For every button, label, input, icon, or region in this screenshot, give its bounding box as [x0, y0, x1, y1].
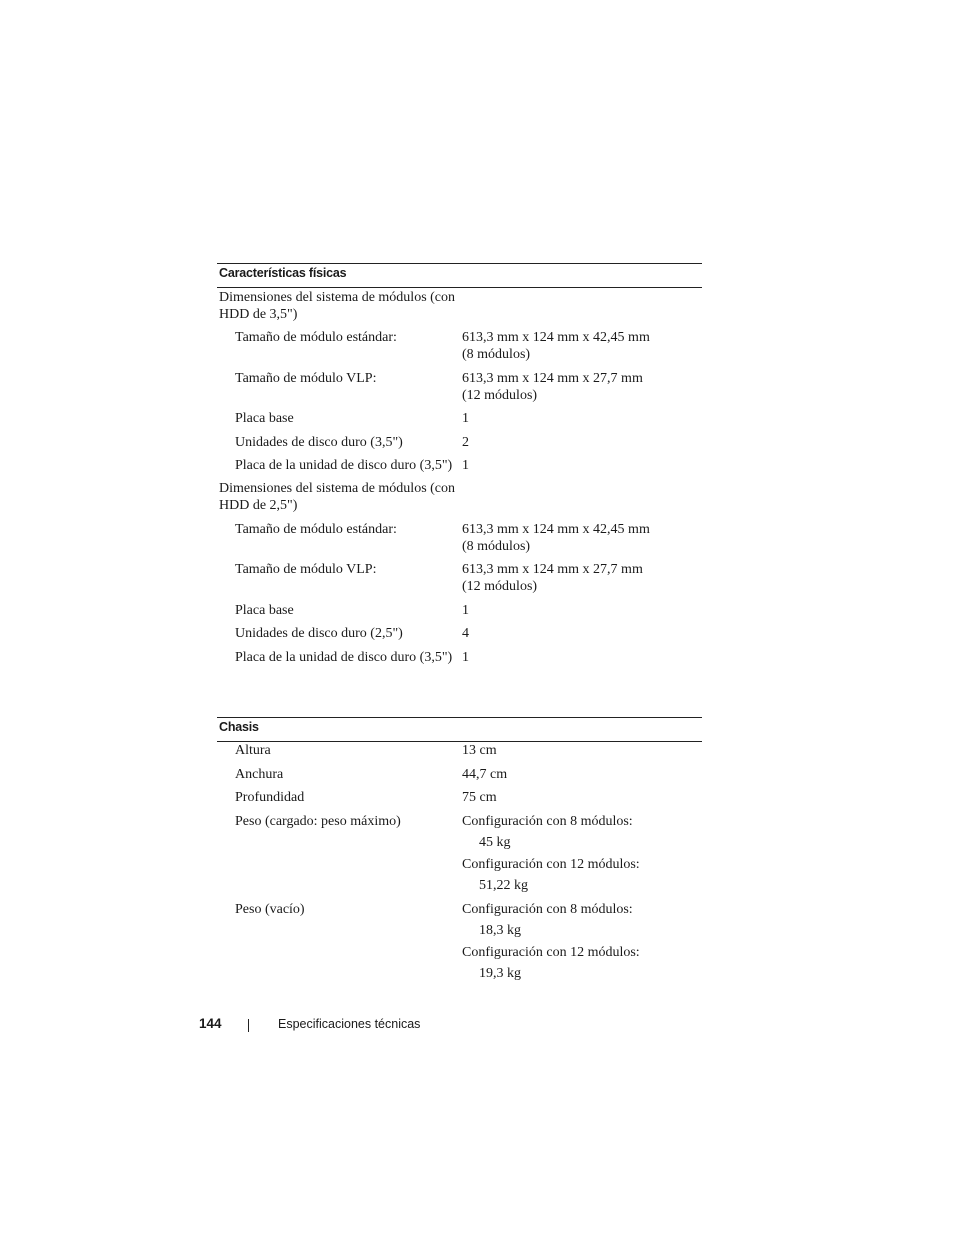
row-label: Peso (cargado: peso máximo) — [235, 814, 401, 829]
row-label: Dimensiones del sistema de módulos (con HDD de 2,5") — [219, 481, 456, 513]
value-line: (12 módulos) — [462, 579, 538, 594]
row-value: 4 — [462, 626, 469, 641]
row-value — [462, 521, 702, 555]
footer-section-title: Especificaciones técnicas — [278, 1017, 421, 1031]
row-label: Placa de la unidad de disco duro (3,5") — [235, 650, 453, 665]
value-line: 613,3 mm x 124 mm x 42,45 mm — [462, 330, 650, 345]
row-value: 1 — [462, 458, 469, 473]
page-number: 144 — [199, 1016, 222, 1031]
row-value — [462, 370, 702, 404]
value-line: (12 módulos) — [462, 388, 538, 403]
row-value — [462, 561, 702, 595]
row-label: Unidades de disco duro (3,5") — [235, 435, 403, 450]
row-label: Unidades de disco duro (2,5") — [235, 626, 403, 641]
table-header — [217, 263, 702, 288]
value-line: (8 módulos) — [462, 539, 531, 554]
row-value: 1 — [462, 603, 469, 618]
row-label: Altura — [235, 743, 271, 758]
row-value: 44,7 cm — [462, 767, 508, 782]
row-value — [462, 329, 702, 363]
row-label: Tamaño de módulo estándar: — [235, 330, 397, 345]
value-line: Configuración con 8 módulos: — [462, 902, 633, 917]
row-value — [462, 813, 702, 894]
row-label: Profundidad — [235, 790, 305, 805]
value-line: Configuración con 8 módulos: — [462, 814, 633, 829]
section-title: Chasis — [219, 720, 259, 734]
row-label: Dimensiones del sistema de módulos (con HDD de 3,5") — [219, 290, 456, 322]
footer-separator — [248, 1019, 249, 1032]
row-label: Placa base — [235, 411, 294, 426]
row-label: Peso (vacío) — [235, 902, 305, 917]
row-value: 75 cm — [462, 790, 497, 805]
value-line: Configuración con 12 módulos: — [462, 857, 640, 872]
chassis-table — [217, 717, 702, 742]
row-value: 2 — [462, 435, 469, 450]
value-line: (8 módulos) — [462, 347, 531, 362]
row-value — [462, 901, 702, 982]
value-line: 613,3 mm x 124 mm x 42,45 mm — [462, 522, 650, 537]
value-line: 18,3 kg — [479, 923, 521, 938]
value-line: 45 kg — [479, 835, 511, 850]
row-label: Tamaño de módulo estándar: — [235, 522, 397, 537]
row-label: Tamaño de módulo VLP: — [235, 371, 377, 386]
value-line: 19,3 kg — [479, 966, 521, 981]
physical-features-table — [217, 263, 702, 288]
value-line: 613,3 mm x 124 mm x 27,7 mm — [462, 562, 643, 577]
row-label: Tamaño de módulo VLP: — [235, 562, 377, 577]
row-value: 1 — [462, 650, 469, 665]
value-line: Configuración con 12 módulos: — [462, 945, 640, 960]
row-label: Placa base — [235, 603, 294, 618]
section-title: Características físicas — [219, 266, 347, 280]
table-header — [217, 717, 702, 742]
row-value: 13 cm — [462, 743, 497, 758]
page-footer — [0, 1016, 954, 1036]
value-line: 613,3 mm x 124 mm x 27,7 mm — [462, 371, 643, 386]
value-line: 51,22 kg — [479, 878, 528, 893]
row-value: 1 — [462, 411, 469, 426]
row-label: Anchura — [235, 767, 284, 782]
row-label: Placa de la unidad de disco duro (3,5") — [235, 458, 453, 473]
